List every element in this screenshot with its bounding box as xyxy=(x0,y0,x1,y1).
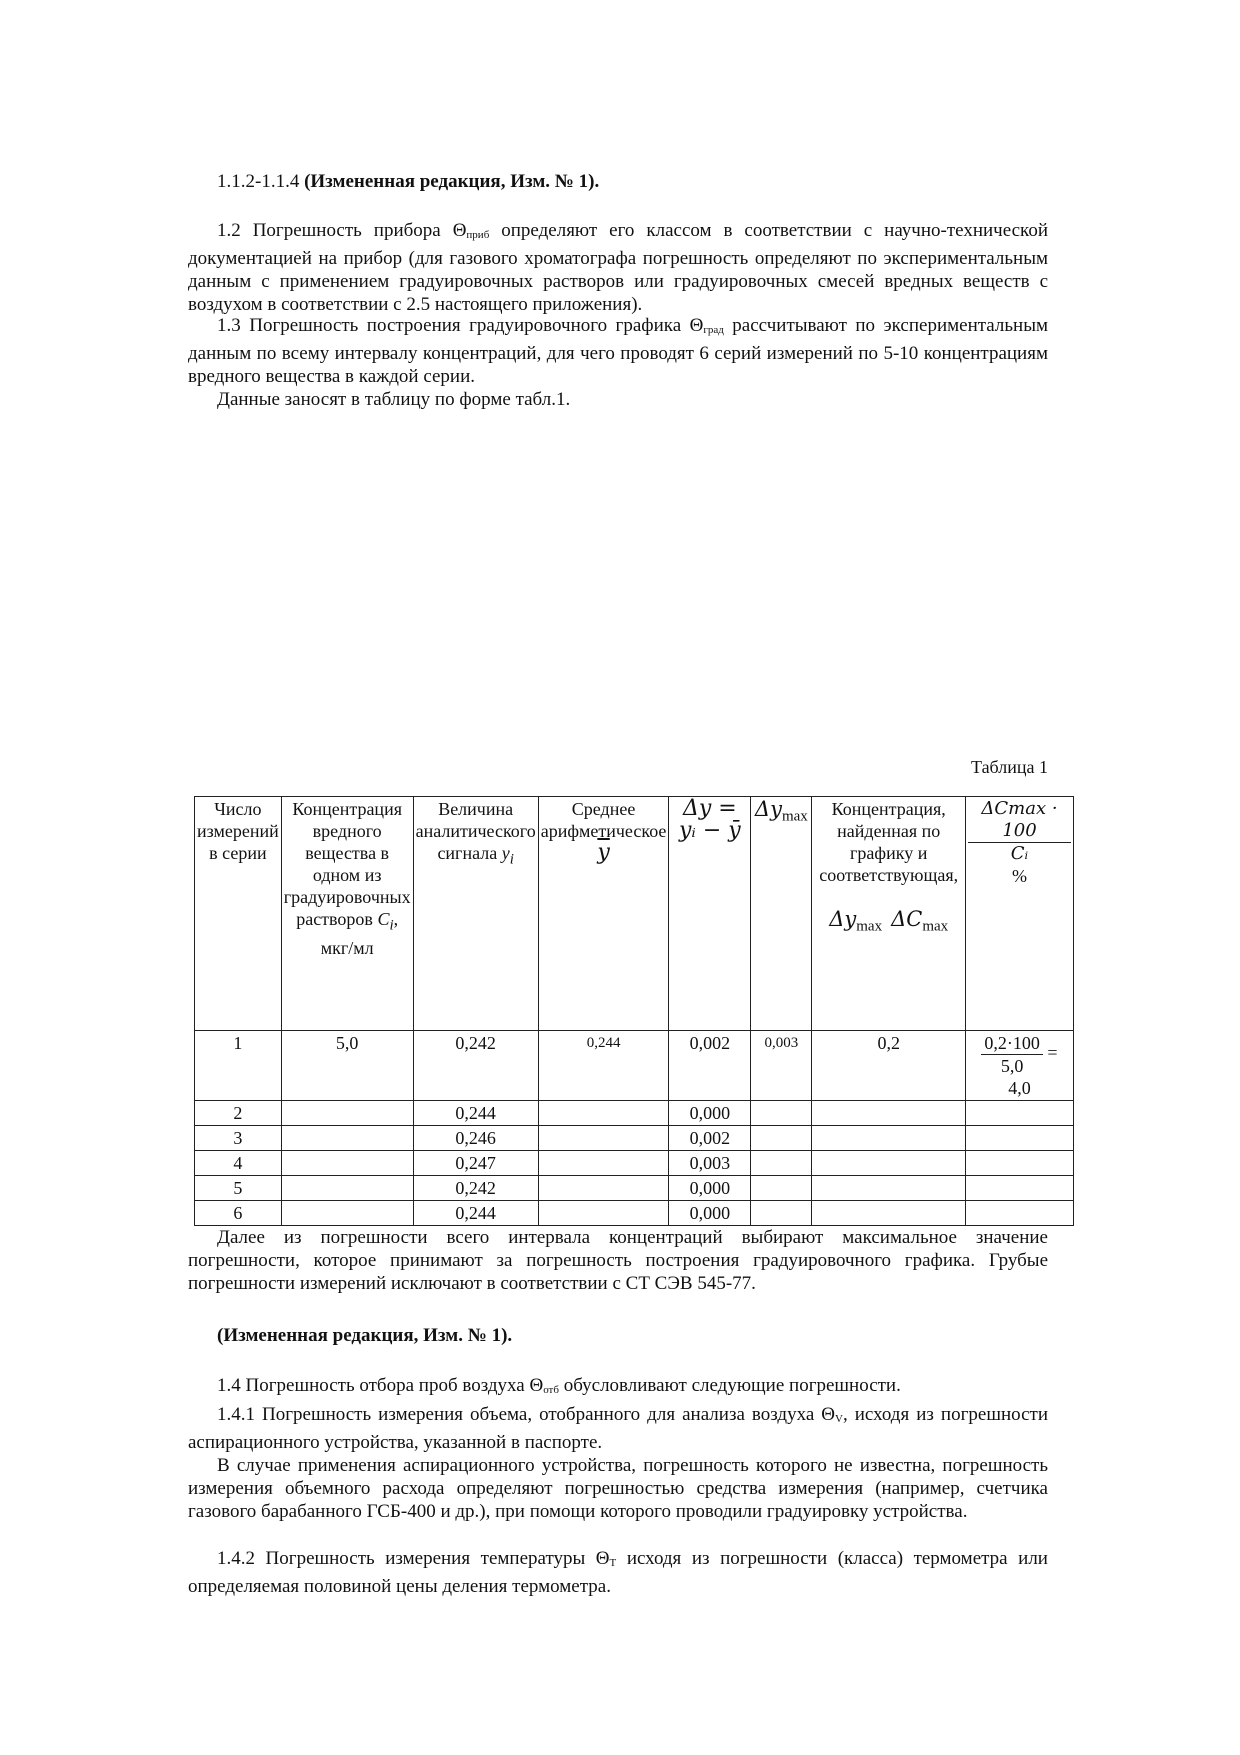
header-found-dc: ΔC xyxy=(891,907,923,931)
p142-text-a: 1.4.2 Погрешность измерения температуры Θ xyxy=(217,1548,610,1569)
header-relative-error xyxy=(965,797,1073,1031)
table-row xyxy=(195,1176,1074,1201)
header-signal-y: y xyxy=(501,843,510,863)
cell-found-concentration xyxy=(812,1101,966,1126)
cell-average xyxy=(538,1126,669,1151)
heading-prefix: 1.1.2-1.1.4 xyxy=(217,171,305,192)
cell-concentration xyxy=(281,1151,413,1176)
row1-relative-den: 5,0 xyxy=(1000,1056,1024,1076)
table-row xyxy=(195,1031,1074,1101)
header-concentration-c: C xyxy=(377,909,390,929)
cell-concentration xyxy=(281,1126,413,1151)
cell-count: 5 xyxy=(195,1176,282,1201)
cell-delta-y-max xyxy=(751,1101,812,1126)
cell-relative-error xyxy=(965,1101,1073,1126)
header-found-dy: Δy xyxy=(829,907,857,931)
header-delta-y-formula: Δy = yᵢ − ȳ xyxy=(678,796,741,843)
header-average xyxy=(538,797,669,1031)
cell-delta-y: 0,000 xyxy=(669,1176,751,1201)
header-relative-fraction xyxy=(968,798,1071,865)
header-count-text: Число измерений в серии xyxy=(197,799,279,863)
cell-found-concentration xyxy=(812,1176,966,1201)
section-1-2 xyxy=(188,219,1048,316)
cell-delta-y-max: 0,003 xyxy=(751,1031,812,1101)
header-relative-num: ΔCmax · 100 xyxy=(968,798,1071,843)
header-concentration-text: Концентрация вредного вещества в одном из градуировочных растворов xyxy=(283,799,411,929)
header-relative-den: Cᵢ xyxy=(1010,843,1029,864)
cell-delta-y: 0,000 xyxy=(669,1201,751,1226)
header-delta-y-max-sym: Δy xyxy=(754,797,782,821)
redaction-note xyxy=(188,1324,1048,1347)
cell-found-concentration: 0,2 xyxy=(812,1031,966,1101)
section-1-4 xyxy=(188,1374,1048,1402)
header-concentration xyxy=(281,797,413,1031)
cell-found-concentration xyxy=(812,1151,966,1176)
heading-redaction xyxy=(188,170,1048,193)
header-relative-pct: % xyxy=(1011,866,1027,886)
data-table-1 xyxy=(194,796,1074,1226)
cell-delta-y: 0,002 xyxy=(669,1031,751,1101)
cell-relative-error xyxy=(965,1176,1073,1201)
p142-text-b: исходя из погрешности (класса) термометра или определяемая половиной цены деления термометра. xyxy=(188,1548,1048,1597)
header-average-ybar: $\overline{y}$ xyxy=(597,840,610,865)
p12-sub: приб xyxy=(466,229,490,241)
cell-relative-error xyxy=(965,1201,1073,1226)
row1-relative-fraction xyxy=(981,1032,1043,1077)
header-delta-y xyxy=(669,797,751,1031)
p141-sub: V xyxy=(835,1413,843,1425)
header-found-dc-sub: max xyxy=(922,918,949,935)
p12-text-a: 1.2 Погрешность прибора Θ xyxy=(217,220,467,241)
cell-average: 0,244 xyxy=(538,1031,669,1101)
table-row xyxy=(195,1126,1074,1151)
cell-delta-y: 0,002 xyxy=(669,1126,751,1151)
cell-delta-y-max xyxy=(751,1176,812,1201)
cell-concentration xyxy=(281,1201,413,1226)
cell-signal: 0,244 xyxy=(413,1201,538,1226)
p14-text-a: 1.4 Погрешность отбора проб воздуха Θ xyxy=(217,1375,544,1396)
table-header-row xyxy=(195,797,1074,1031)
header-count xyxy=(195,797,282,1031)
table-row xyxy=(195,1151,1074,1176)
cell-found-concentration xyxy=(812,1126,966,1151)
p12-text-b: определяют его классом в соответствии с научно-технической документацией на прибор (для газового хроматографа погрешность определяют по экспериментальным данным с применением градуировочных растворов или градуировочных смесей вредных веществ с воздухом в соответствии с 2.5 настоящего приложения). xyxy=(188,220,1048,315)
p13-sub: град xyxy=(703,324,724,336)
cell-relative-error xyxy=(965,1126,1073,1151)
cell-signal: 0,246 xyxy=(413,1126,538,1151)
header-concentration-unit: , мкг/мл xyxy=(320,909,399,958)
cell-average xyxy=(538,1201,669,1226)
header-delta-y-max-sub: max xyxy=(781,808,808,825)
p13-text-b: рассчитывают по экспериментальным данным по всему интервалу концентраций, для чего проводят 6 серий измерений по 5-10 концентрациям вредного вещества в каждой серии. xyxy=(188,315,1048,387)
header-signal xyxy=(413,797,538,1031)
heading-bold: (Измененная редакция, Изм. № 1). xyxy=(304,171,600,192)
header-delta-y-max xyxy=(751,797,812,1031)
table-row xyxy=(195,1101,1074,1126)
p-after-table: Далее из погрешности всего интервала концентраций выбирают максимальное значение погрешности, которое принимают за погрешность построения градуировочного графика. Грубые погрешности измерений исключают в соответствии с СТ СЭВ 545-77. xyxy=(188,1227,1048,1294)
cell-signal: 0,244 xyxy=(413,1101,538,1126)
cell-relative-error xyxy=(965,1151,1073,1176)
p13-table-note: Данные заносят в таблицу по форме табл.1. xyxy=(217,389,571,410)
row1-relative-result: = 4,0 xyxy=(1008,1042,1058,1098)
cell-average xyxy=(538,1176,669,1201)
header-concentration-i: i xyxy=(389,917,394,934)
p13-text-a: 1.3 Погрешность построения градуировочного графика Θ xyxy=(217,315,704,336)
header-found-concentration xyxy=(812,797,966,1031)
table-row xyxy=(195,1201,1074,1226)
header-found-dy-sub: max xyxy=(856,918,883,935)
cell-delta-y: 0,000 xyxy=(669,1101,751,1126)
cell-delta-y-max xyxy=(751,1126,812,1151)
cell-concentration xyxy=(281,1101,413,1126)
cell-signal: 0,242 xyxy=(413,1031,538,1101)
section-1-4-1 xyxy=(188,1403,1048,1523)
cell-count: 3 xyxy=(195,1126,282,1151)
cell-delta-y: 0,003 xyxy=(669,1151,751,1176)
cell-count: 2 xyxy=(195,1101,282,1126)
cell-count: 1 xyxy=(195,1031,282,1101)
cell-delta-y-max xyxy=(751,1201,812,1226)
header-signal-i: i xyxy=(509,851,514,868)
cell-signal: 0,247 xyxy=(413,1151,538,1176)
cell-count: 4 xyxy=(195,1151,282,1176)
redaction-bold: (Измененная редакция, Изм. № 1). xyxy=(217,1325,513,1346)
section-1-3 xyxy=(188,314,1048,411)
p141-continuation: В случае применения аспирационного устройства, погрешность которого не известна, погрешность измерения объемного расхода определяют погрешностью средства измерения (например, счетчика газового барабанного ГСБ-400 и др.), при помощи которого проводили градуировку устройства. xyxy=(188,1455,1048,1522)
p14-text-b: обусловливают следующие погрешности. xyxy=(558,1375,901,1396)
cell-relative-error xyxy=(965,1031,1073,1101)
cell-concentration xyxy=(281,1176,413,1201)
cell-delta-y-max xyxy=(751,1151,812,1176)
section-after-table xyxy=(188,1226,1048,1295)
p14-sub: отб xyxy=(543,1384,559,1396)
cell-average xyxy=(538,1101,669,1126)
cell-average xyxy=(538,1151,669,1176)
cell-found-concentration xyxy=(812,1201,966,1226)
section-1-4-2 xyxy=(188,1547,1048,1598)
table-caption: Таблица 1 xyxy=(971,757,1048,777)
cell-concentration: 5,0 xyxy=(281,1031,413,1101)
p141-text-b: , исходя из погрешности аспирационного устройства, указанной в паспорте. xyxy=(188,1404,1048,1453)
cell-count: 6 xyxy=(195,1201,282,1226)
row1-relative-num: 0,2·100 xyxy=(981,1032,1043,1055)
header-found-text: Концентрация, найденная по графику и соответствующая, xyxy=(819,799,959,885)
header-average-text: Среднее арифметическое xyxy=(540,799,667,841)
cell-signal: 0,242 xyxy=(413,1176,538,1201)
header-signal-text: Величина аналитического сигнала xyxy=(415,799,536,863)
p142-sub: T xyxy=(609,1557,617,1569)
p141-text-a: 1.4.1 Погрешность измерения объема, отобранного для анализа воздуха Θ xyxy=(217,1404,835,1425)
